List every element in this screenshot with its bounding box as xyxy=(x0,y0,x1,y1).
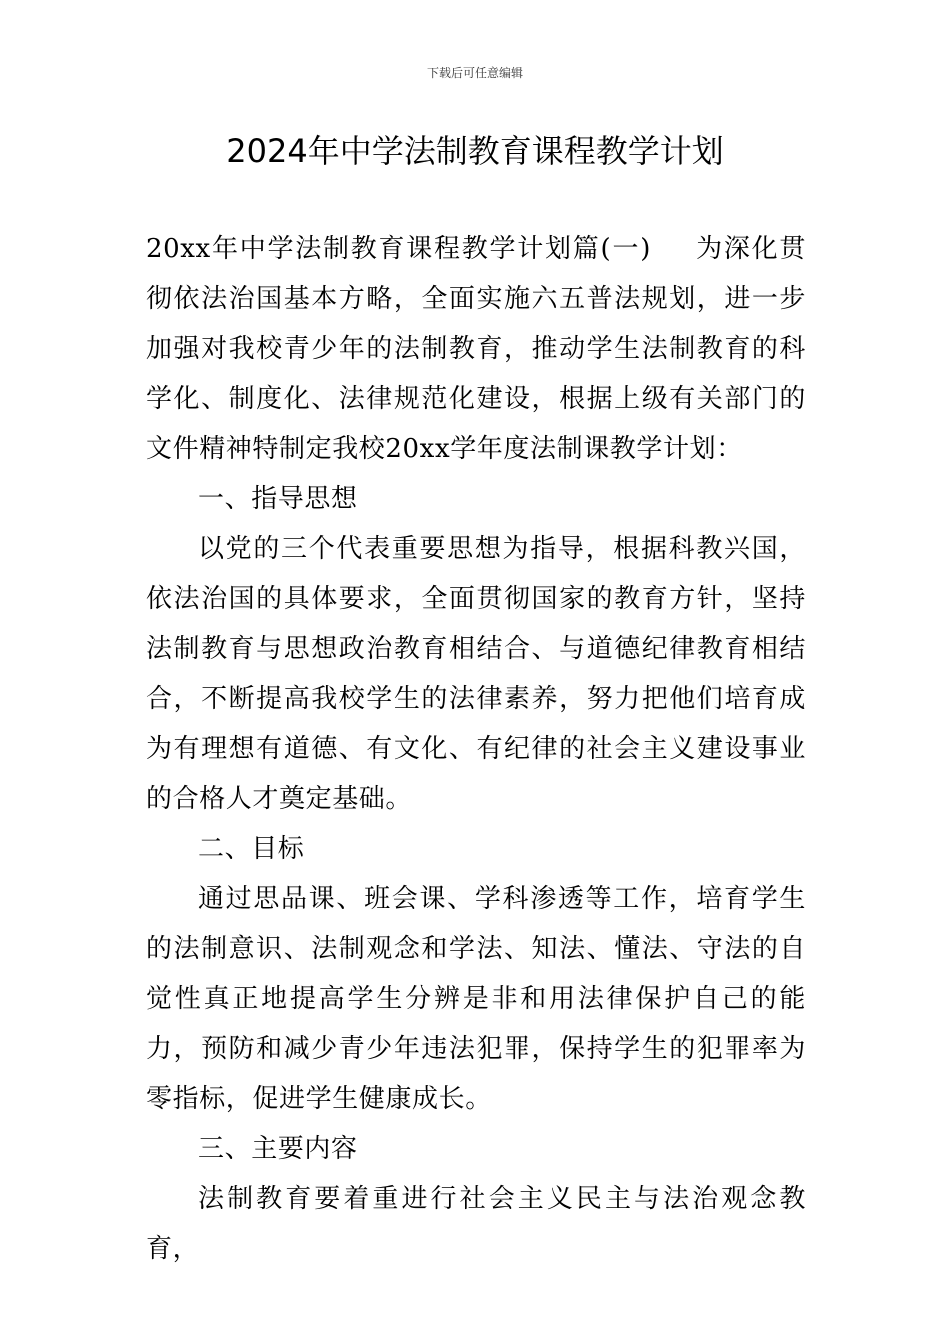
section-heading-main-content: 三、主要内容 xyxy=(198,1134,358,1164)
document-body xyxy=(146,224,806,1274)
section-text-main-content: 法制教育要着重进行社会主义民主与法治观念教育， xyxy=(146,1184,806,1264)
document-title: 2024年中学法制教育课程教学计划 xyxy=(226,132,724,170)
section-heading-guiding-ideology: 一、指导思想 xyxy=(198,484,358,514)
intro-lead: 20xx年中学法制教育课程教学计划篇(一) xyxy=(146,234,651,264)
intro-paragraph xyxy=(146,224,806,474)
section-text-objectives: 通过思品课、班会课、学科渗透等工作，培育学生的法制意识、法制观念和学法、知法、懂法、守法的自觉性真正地提高学生分辨是非和用法律保护自己的能力，预防和减少青少年违法犯罪，保持学生的犯罪率为零指标，促进学生健康成长。 xyxy=(146,884,806,1114)
section-heading-objectives: 二、目标 xyxy=(198,834,305,864)
header-note: 下载后可任意编辑 xyxy=(426,66,523,80)
intro-text: 为深化贯彻依法治国基本方略，全面实施六五普法规划，进一步加强对我校青少年的法制教育，推动学生法制教育的科学化、制度化、法律规范化建设，根据上级有关部门的文件精神特制定我校20xx学年度法制课教学计划： xyxy=(146,234,806,464)
section-text-guiding-ideology: 以党的三个代表重要思想为指导，根据科教兴国，依法治国的具体要求，全面贯彻国家的教育方针，坚持法制教育与思想政治教育相结合、与道德纪律教育相结合，不断提高我校学生的法律素养，努力把他们培育成为有理想有道德、有文化、有纪律的社会主义建设事业的合格人才奠定基础。 xyxy=(146,534,806,814)
